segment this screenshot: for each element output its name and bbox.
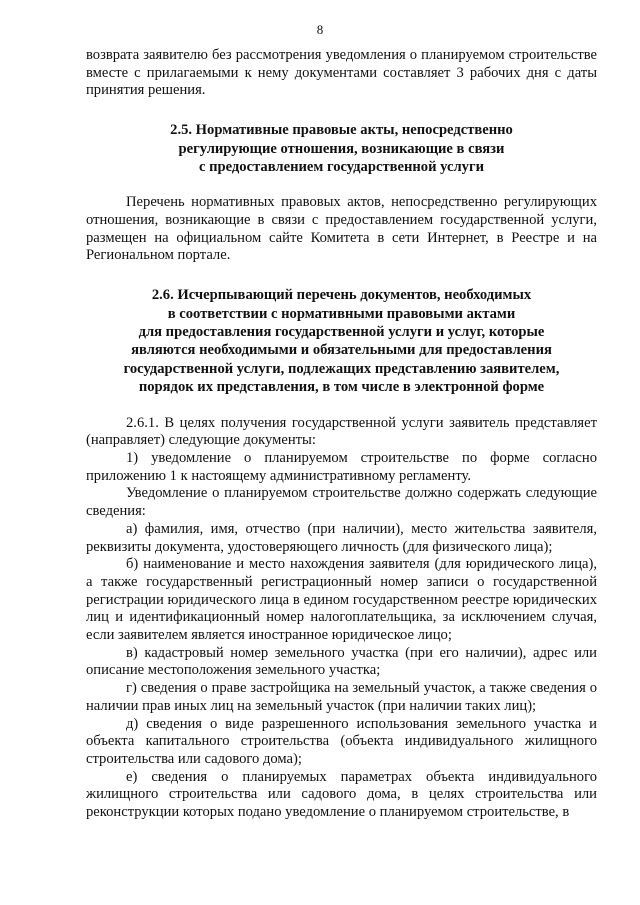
heading-line: 2.5. Нормативные правовые акты, непосредственно (170, 122, 513, 139)
heading-line: являются необходимыми и обязательными для предоставления (131, 342, 552, 359)
list-item-d: д) сведения о виде разрешенного использования земельного участка и объекта капитального строительства (объекта индивидуального жилищного строительства или садового дома); (86, 715, 597, 767)
section-2-5-heading (86, 121, 597, 176)
document-body (86, 47, 597, 822)
heading-line: в соответствии с нормативными правовыми актами (167, 305, 516, 322)
list-item-b: б) наименование и место нахождения заявителя (для юридического лица), а также государственный регистрационный номер записи о государственной регистрации юридического лица в едином государственном реестре юридических лиц и идентификационный номер налогоплательщика, за исключением случая, если заявителем является иностранное юридическое лицо; (86, 556, 597, 644)
heading-line: государственной услуги, подлежащих представлению заявителем, (123, 360, 560, 377)
list-item-g: г) сведения о праве застройщика на земельный участок, а также сведения о наличии прав иных лиц на земельный участок (при наличии таких лиц); (86, 680, 597, 714)
heading-line: порядок их представления, в том числе в электронной форме (138, 379, 545, 396)
heading-line: регулирующие отношения, возникающие в связи (178, 140, 505, 157)
list-item-v: в) кадастровый номер земельного участка (при его наличии), адрес или описание местоположения земельного участка; (86, 644, 597, 679)
heading-line: 2.6. Исчерпывающий перечень документов, необходимых (151, 287, 532, 304)
list-item-a: а) фамилия, имя, отчество (при наличии), место жительства заявителя, реквизиты документа, удостоверяющего личность (для физического лица); (86, 520, 597, 555)
list-item-e: е) сведения о планируемых параметрах объекта индивидуального жилищного строительства или садового дома, в целях строительства или реконструкции которых подано уведомление о планируемом строительстве, в (86, 768, 597, 821)
section-2-6-heading (86, 286, 597, 396)
paragraph-notice-contents: Уведомление о планируемом строительстве должно содержать следующие сведения: (86, 485, 597, 520)
paragraph-2-6-1: 2.6.1. В целях получения государственной услуги заявитель представляет (направляет) следующие документы: (86, 414, 597, 449)
heading-line: для предоставления государственной услуги и услуг, которые (138, 323, 545, 340)
page-number: 8 (316, 22, 324, 37)
heading-line: с предоставлением государственной услуги (198, 158, 484, 175)
paragraph-continuation: возврата заявителю без рассмотрения уведомления о планируемом строительстве вместе с прилагаемыми к нему документами составляет 3 рабочих дня с даты принятия решения. (86, 47, 597, 99)
section-2-5-text: Перечень нормативных правовых актов, непосредственно регулирующих отношения, возникающие в связи с предоставлением государственной услуги, размещен на официальном сайте Комитета в сети Интернет, в Реестре и на Региональном портале. (86, 194, 597, 264)
list-item-notice: 1) уведомление о планируемом строительстве по форме согласно приложению 1 к настоящему административному регламенту. (86, 449, 597, 484)
